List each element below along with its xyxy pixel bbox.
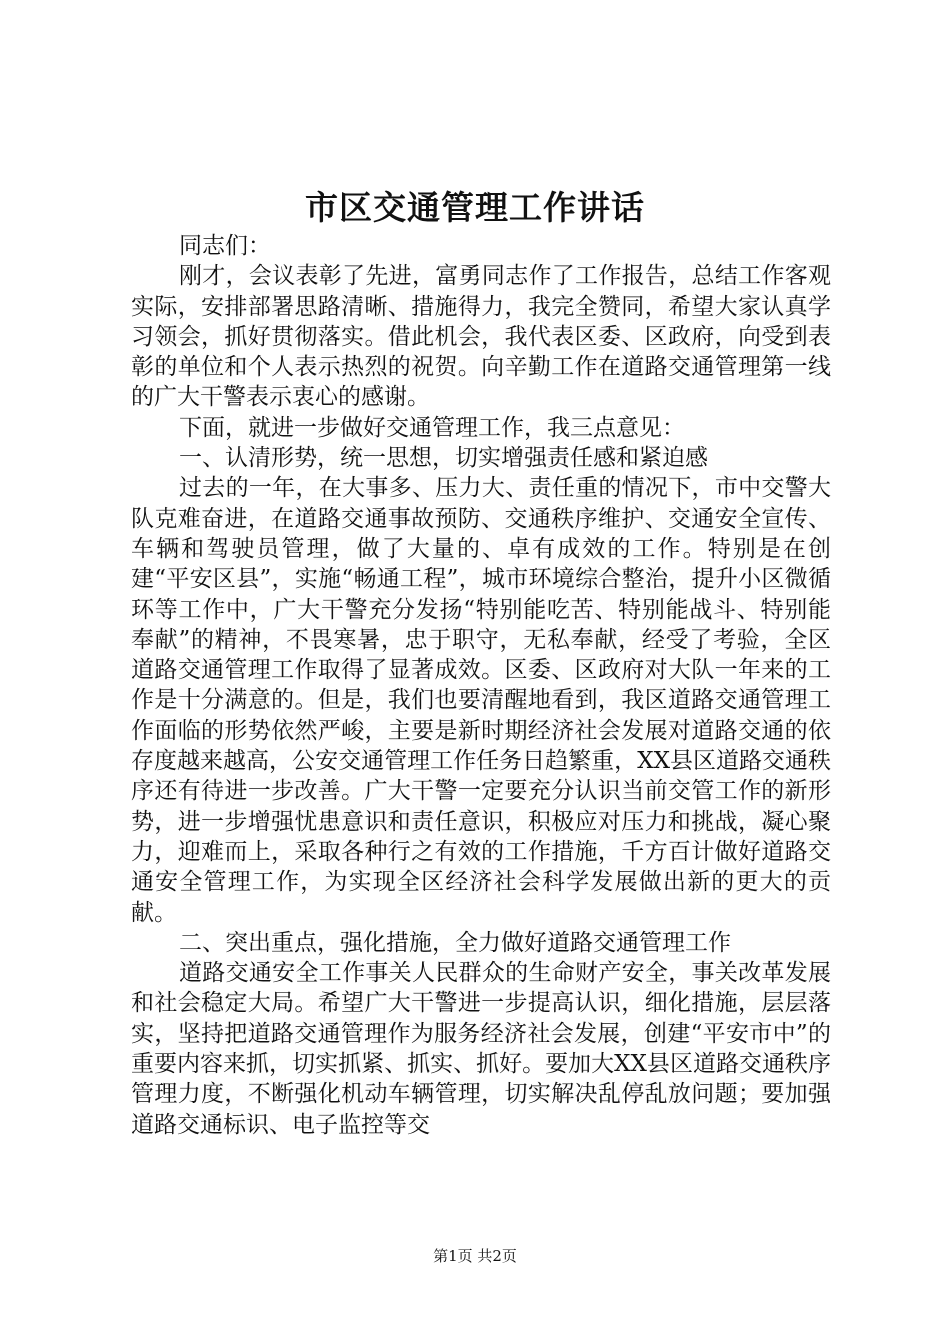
intro-paragraph: 下面，就进一步做好交通管理工作，我三点意见： [179,414,685,441]
section-1-paragraph: 过去的一年，在大事多、压力大、责任重的情况下，市中交警大队克难奋进，在道路交通事故预防、交通秩序维护、交通安全宣传、车辆和驾驶员管理，做了大量的、卓有成效的工作。特别是在创建“平安区县”，实施“畅通工程”，城市环境综合整治，提升小区微循环等工作中，广大干警充分发扬“特别能吃苦、特别能战斗、特别能奉献”的精神，不畏寒暑，忠于职守，无私奉献，经受了考验，全区道路交通管理工作取得了显著成效。区委、区政府对大队一年来的工作是十分满意的。但是，我们也要清醒地看到，我区道路交通管理工作面临的形势依然严峻，主要是新时期经济社会发展对道路交通的依存度越来越高，公安交通管理工作任务日趋繁重，XX县区道路交通秩序还有待进一步改善。广大干警一定要充分认识当前交管工作的新形势，进一步增强忧患意识和责任意识，积极应对压力和挑战，凝心聚力，迎难而上，采取各种行之有效的工作措施，千方百计做好道路交通安全管理工作，为实现全区经济社会科学发展做出新的更大的贡献。 [131,475,831,926]
opening-paragraph: 刚才，会议表彰了先进，富勇同志作了工作报告，总结工作客观实际，安排部署思路清晰、措施得力，我完全赞同，希望大家认真学习领会，抓好贯彻落实。借此机会，我代表区委、区政府，向受到表彰的单位和个人表示热烈的祝贺。向辛勤工作在道路交通管理第一线的广大干警表示衷心的感谢。 [131,263,831,411]
document-body [131,231,831,1140]
section-heading-2: 二、突出重点，强化措施，全力做好道路交通管理工作 [179,929,731,956]
page-number-footer: 第1页 共2页 [433,1247,517,1265]
salutation: 同志们： [179,233,271,259]
document-title: 市区交通管理工作讲话 [305,188,645,227]
section-2-paragraph: 道路交通安全工作事关人民群众的生命财产安全，事关改革发展和社会稳定大局。希望广大干警进一步提高认识，细化措施，层层落实，坚持把道路交通管理作为服务经济社会发展，创建“平安市中”的重要内容来抓，切实抓紧、抓实、抓好。要加大XX县区道路交通秩序管理力度，不断强化机动车辆管理，切实解决乱停乱放问题；要加强道路交通标识、电子监控等交 [131,960,831,1138]
section-heading-1: 一、认清形势，统一思想，切实增强责任感和紧迫感 [179,445,708,472]
